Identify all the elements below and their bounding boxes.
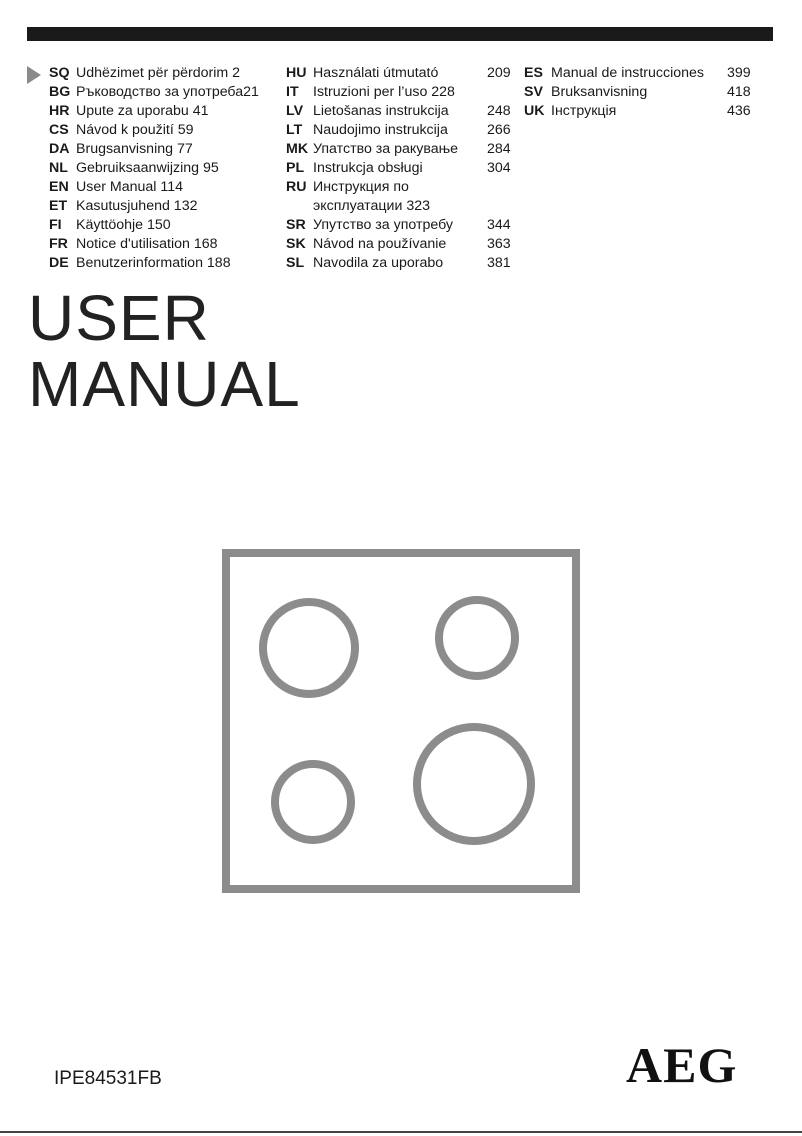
language-entry[interactable] [286, 121, 516, 140]
language-code: SK [286, 236, 306, 252]
language-name: Інструкція [551, 103, 617, 119]
language-page: 381 [487, 255, 511, 271]
language-page: 363 [487, 236, 511, 252]
language-entry[interactable] [49, 140, 279, 159]
language-name: Udhëzimet për përdorim 2 [76, 65, 241, 81]
language-entry[interactable] [286, 178, 516, 216]
language-column-2 [286, 64, 516, 273]
top-bar [27, 27, 773, 41]
language-name: Navodila za uporabo [313, 255, 444, 271]
language-code: HR [49, 103, 70, 119]
hob-illustration [222, 549, 580, 893]
language-entry[interactable] [49, 83, 279, 102]
language-name: User Manual 114 [76, 179, 183, 195]
brand-logo: AEG [626, 1037, 738, 1093]
language-entry[interactable] [286, 159, 516, 178]
language-page: 418 [727, 84, 751, 100]
language-name: Instrukcja obsługi [313, 160, 423, 176]
language-name: Gebruiksaanwijzing 95 [76, 160, 219, 176]
language-code: SV [524, 84, 543, 100]
language-entry[interactable] [286, 64, 516, 83]
language-page: 436 [727, 103, 751, 119]
language-code: DE [49, 255, 69, 271]
language-name: Brugsanvisning 77 [76, 141, 193, 157]
language-code: UK [524, 103, 545, 119]
language-code: DA [49, 141, 70, 157]
language-code: LT [286, 122, 303, 138]
language-entry[interactable] [49, 64, 279, 83]
language-name: Bruksanvisning [551, 84, 648, 100]
language-entry[interactable] [49, 102, 279, 121]
language-code: BG [49, 84, 71, 100]
language-code: PL [286, 160, 305, 176]
language-code: SQ [49, 65, 70, 81]
language-name: Upute za uporabu 41 [76, 103, 209, 119]
language-entry[interactable] [49, 159, 279, 178]
language-page: 248 [487, 103, 511, 119]
language-entry[interactable] [286, 235, 516, 254]
language-code: IT [286, 84, 299, 100]
cooking-zone-top-left [263, 602, 355, 694]
language-code: HU [286, 65, 307, 81]
language-code: NL [49, 160, 68, 176]
language-name: Naudojimo instrukcija [313, 122, 448, 138]
cooking-zone-top-right [439, 600, 515, 676]
language-entry[interactable] [286, 254, 516, 273]
language-name: Упутство за употребу [313, 217, 454, 233]
language-name: Инструкция по эксплуатации 323 [313, 179, 430, 214]
language-page: 304 [487, 160, 511, 176]
title-line-2: MANUAL [28, 348, 301, 420]
language-entry[interactable] [49, 216, 279, 235]
language-code: EN [49, 179, 69, 195]
language-name: Lietošanas instrukcija [313, 103, 449, 119]
language-code: ET [49, 198, 68, 214]
language-name: Benutzerinformation 188 [76, 255, 231, 271]
language-name: Упатство за ракување [313, 141, 459, 157]
language-code: SR [286, 217, 306, 233]
language-entry[interactable] [524, 83, 764, 102]
language-code: FI [49, 217, 62, 233]
language-entry[interactable] [524, 102, 764, 121]
language-entry[interactable] [49, 178, 279, 197]
language-code: CS [49, 122, 69, 138]
language-entry[interactable] [49, 254, 279, 273]
language-name: Istruzioni per l’uso 228 [313, 84, 455, 100]
cooking-zone-bottom-left [275, 764, 351, 840]
language-name: Návod na používanie [313, 236, 447, 252]
language-column-1 [49, 64, 279, 273]
language-code: SL [286, 255, 305, 271]
language-entry[interactable] [524, 64, 764, 83]
title-line-1: USER [28, 282, 210, 354]
language-name: Manual de instrucciones [551, 65, 704, 81]
language-page: 266 [487, 122, 511, 138]
language-column-3 [524, 64, 764, 121]
language-code: FR [49, 236, 68, 252]
language-code: ES [524, 65, 543, 81]
language-entry[interactable] [286, 102, 516, 121]
language-name: Használati útmutató [313, 65, 439, 81]
language-page: 284 [487, 141, 511, 157]
language-entry[interactable] [286, 216, 516, 235]
language-entry[interactable] [286, 83, 516, 102]
language-code: MK [286, 141, 309, 157]
language-arrow-icon [27, 66, 41, 84]
hob-outline [226, 553, 576, 889]
language-page: 399 [727, 65, 751, 81]
language-entry[interactable] [286, 140, 516, 159]
language-name: Kasutusjuhend 132 [76, 198, 198, 214]
language-name: Návod k použití 59 [76, 122, 194, 138]
language-entry[interactable] [49, 121, 279, 140]
language-name: Notice d'utilisation 168 [76, 236, 218, 252]
language-name: Ръководство за употреба21 [76, 84, 259, 100]
language-entry[interactable] [49, 197, 279, 216]
language-code: LV [286, 103, 304, 119]
cooking-zone-bottom-right [417, 727, 531, 841]
language-entry[interactable] [49, 235, 279, 254]
language-code: RU [286, 179, 307, 195]
bottom-rule [0, 1131, 802, 1133]
model-number: IPE84531FB [54, 1068, 162, 1089]
language-page: 344 [487, 217, 511, 233]
language-page: 209 [487, 65, 511, 81]
language-name: Käyttöohje 150 [76, 217, 171, 233]
